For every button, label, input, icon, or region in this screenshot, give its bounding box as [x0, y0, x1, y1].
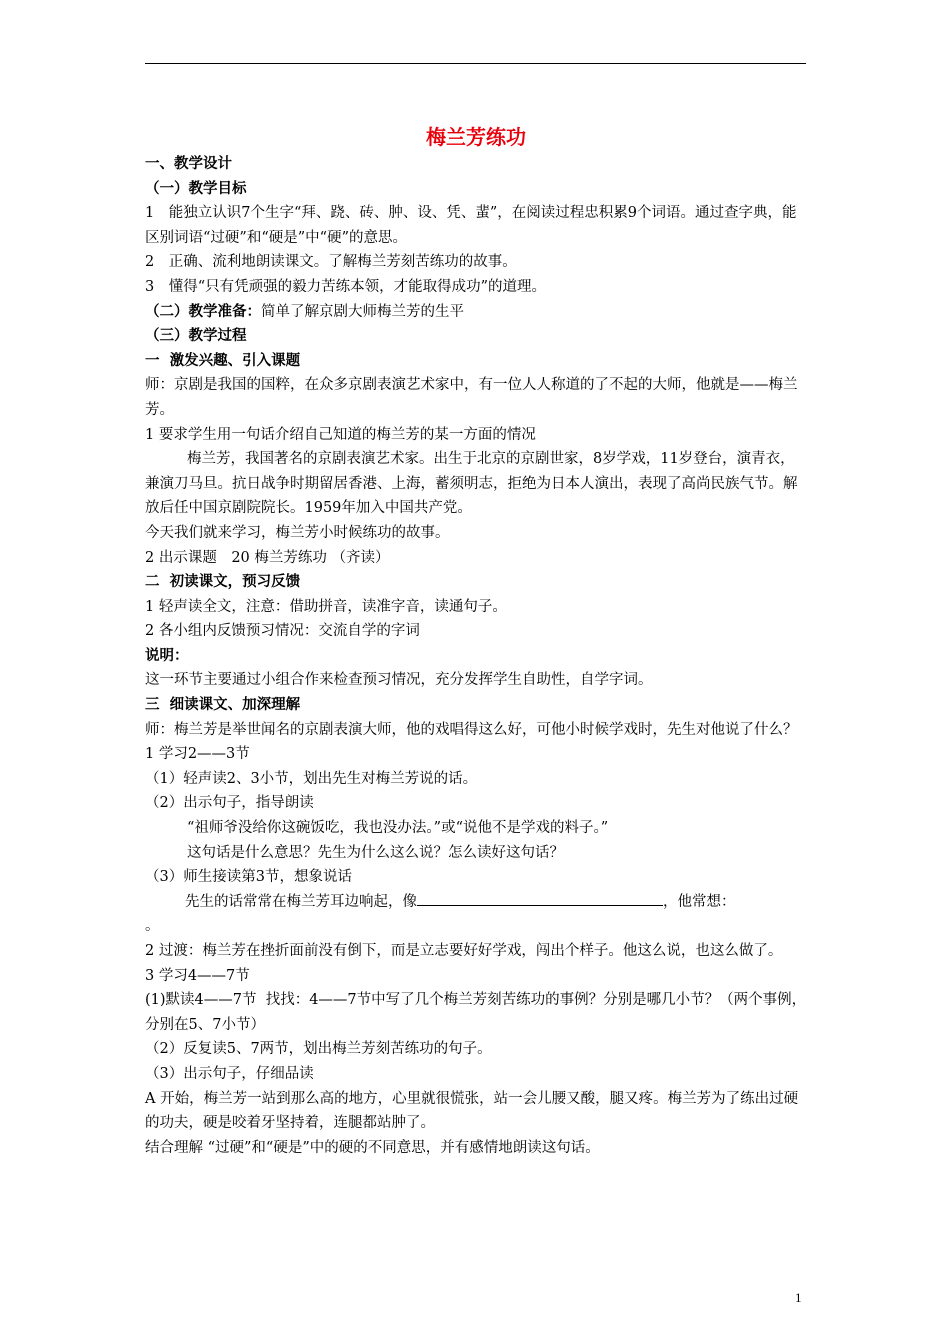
- step-heading: 三 细读课文、加深理解: [145, 696, 301, 714]
- preparation-text: 简单了解京剧大师梅兰芳的生平: [261, 303, 464, 320]
- preparation-line: [145, 300, 807, 325]
- paragraph: 2 各小组内反馈预习情况：交流自学的字词: [145, 623, 420, 640]
- fill-in-suffix: ，他常想：: [663, 893, 736, 910]
- paragraph: 2 出示课题 20 梅兰芳练功 （齐读）: [145, 549, 390, 566]
- paragraph: （3）出示句子，仔细品读: [145, 1065, 314, 1082]
- paragraph: (1)默读4——7节 找找：4——7节中写了几个梅兰芳刻苦练功的事例？分别是哪几小节？（两个事例，分别在5、7小节）: [145, 992, 807, 1033]
- paragraph: 。: [145, 918, 160, 935]
- paragraph: 1 学习2——3节: [145, 746, 250, 763]
- document-body: [145, 124, 807, 1160]
- bio-paragraph: 梅兰芳，我国著名的京剧表演艺术家。出生于北京的京剧世家，8岁学戏，11岁登台，演青衣，兼演刀马旦。抗日战争时期留居香港、上海，蓄须明志，拒绝为日本人演出，表现了高尚民族气节。解放后任中国京剧院院长。1959年加入中国共产党。: [145, 451, 798, 517]
- paragraph: 师：京剧是我国的国粹，在众多京剧表演艺术家中，有一位人人称道的了不起的大师，他就是——梅兰芳。: [145, 377, 798, 418]
- paragraph: 结合理解 “过硬”和“硬是”中的硬的不同意思，并有感情地朗读这句话。: [145, 1139, 600, 1156]
- paragraph: 师：梅兰芳是举世闻名的京剧表演大师，他的戏唱得这么好，可他小时候学戏时，先生对他说了什么？: [145, 721, 798, 738]
- document-title: 梅兰芳练功: [426, 125, 526, 149]
- header-rule: [145, 63, 806, 64]
- step-heading: 一 激发兴趣、引入课题: [145, 351, 301, 369]
- objective-1: 1 能独立认识7个生字“拜、跷、砖、肿、设、凭、蜚”，在阅读过程忠积累9个词语。通过查字典，能区别词语“过硬”和“硬是”中“硬”的意思。: [145, 205, 797, 246]
- subsection-heading: （一）教学目标: [145, 179, 247, 197]
- page-number: 1: [795, 1290, 802, 1305]
- preparation-heading: （二）教学准备：: [145, 302, 261, 320]
- section-heading: 一、教学设计: [145, 155, 232, 172]
- paragraph: 3 学习4——7节: [145, 967, 250, 984]
- objective-3: 3 懂得“只有凭顽强的毅力苦练本领，才能取得成功”的道理。: [145, 278, 547, 295]
- objective-2: 2 正确、流利地朗读课文。了解梅兰芳刻苦练功的故事。: [145, 254, 517, 271]
- paragraph: A 开始，梅兰芳一站到那么高的地方，心里就很慌张，站一会儿腰又酸，腿又疼。梅兰芳为了练出过硬的功夫，硬是咬着牙坚持着，连腿都站肿了。: [145, 1090, 799, 1132]
- paragraph: （1）轻声读2、3小节，划出先生对梅兰芳说的话。: [145, 770, 478, 787]
- paragraph: （2）出示句子，指导朗读: [145, 795, 314, 812]
- paragraph: 1 轻声读全文，注意：借助拼音，读准字音，读通句子。: [145, 598, 507, 615]
- paragraph: 1 要求学生用一句话介绍自己知道的梅兰芳的某一方面的情况: [145, 426, 536, 443]
- subsection-heading: （三）教学过程: [145, 327, 247, 345]
- fill-in-blank: [417, 891, 663, 906]
- question-line: 这句话是什么意思？先生为什么这么说？怎么读好这句话？: [187, 844, 564, 861]
- paragraph: （3）师生接读第3节，想象说话: [145, 869, 352, 886]
- paragraph: 2 过渡：梅兰芳在挫折面前没有倒下，而是立志要好好学戏，闯出个样子。他这么说，也这么做了。: [145, 943, 783, 959]
- step-heading: 二 初读课文，预习反馈: [145, 573, 301, 591]
- note-heading: 说明：: [145, 646, 189, 664]
- paragraph: 这一环节主要通过小组合作来检查预习情况，充分发挥学生自助性，自学字词。: [145, 672, 653, 689]
- paragraph: （2）反复读5、7两节，划出梅兰芳刻苦练功的句子。: [145, 1041, 492, 1058]
- quote-line: “祖师爷没给你这碗饭吃，我也没办法。”或“说他不是学戏的料子。”: [187, 820, 609, 837]
- paragraph: 今天我们就来学习，梅兰芳小时候练功的故事。: [145, 524, 450, 541]
- fill-in-prefix: 先生的话常常在梅兰芳耳边响起，像: [185, 893, 417, 910]
- fill-in-line: [145, 890, 807, 915]
